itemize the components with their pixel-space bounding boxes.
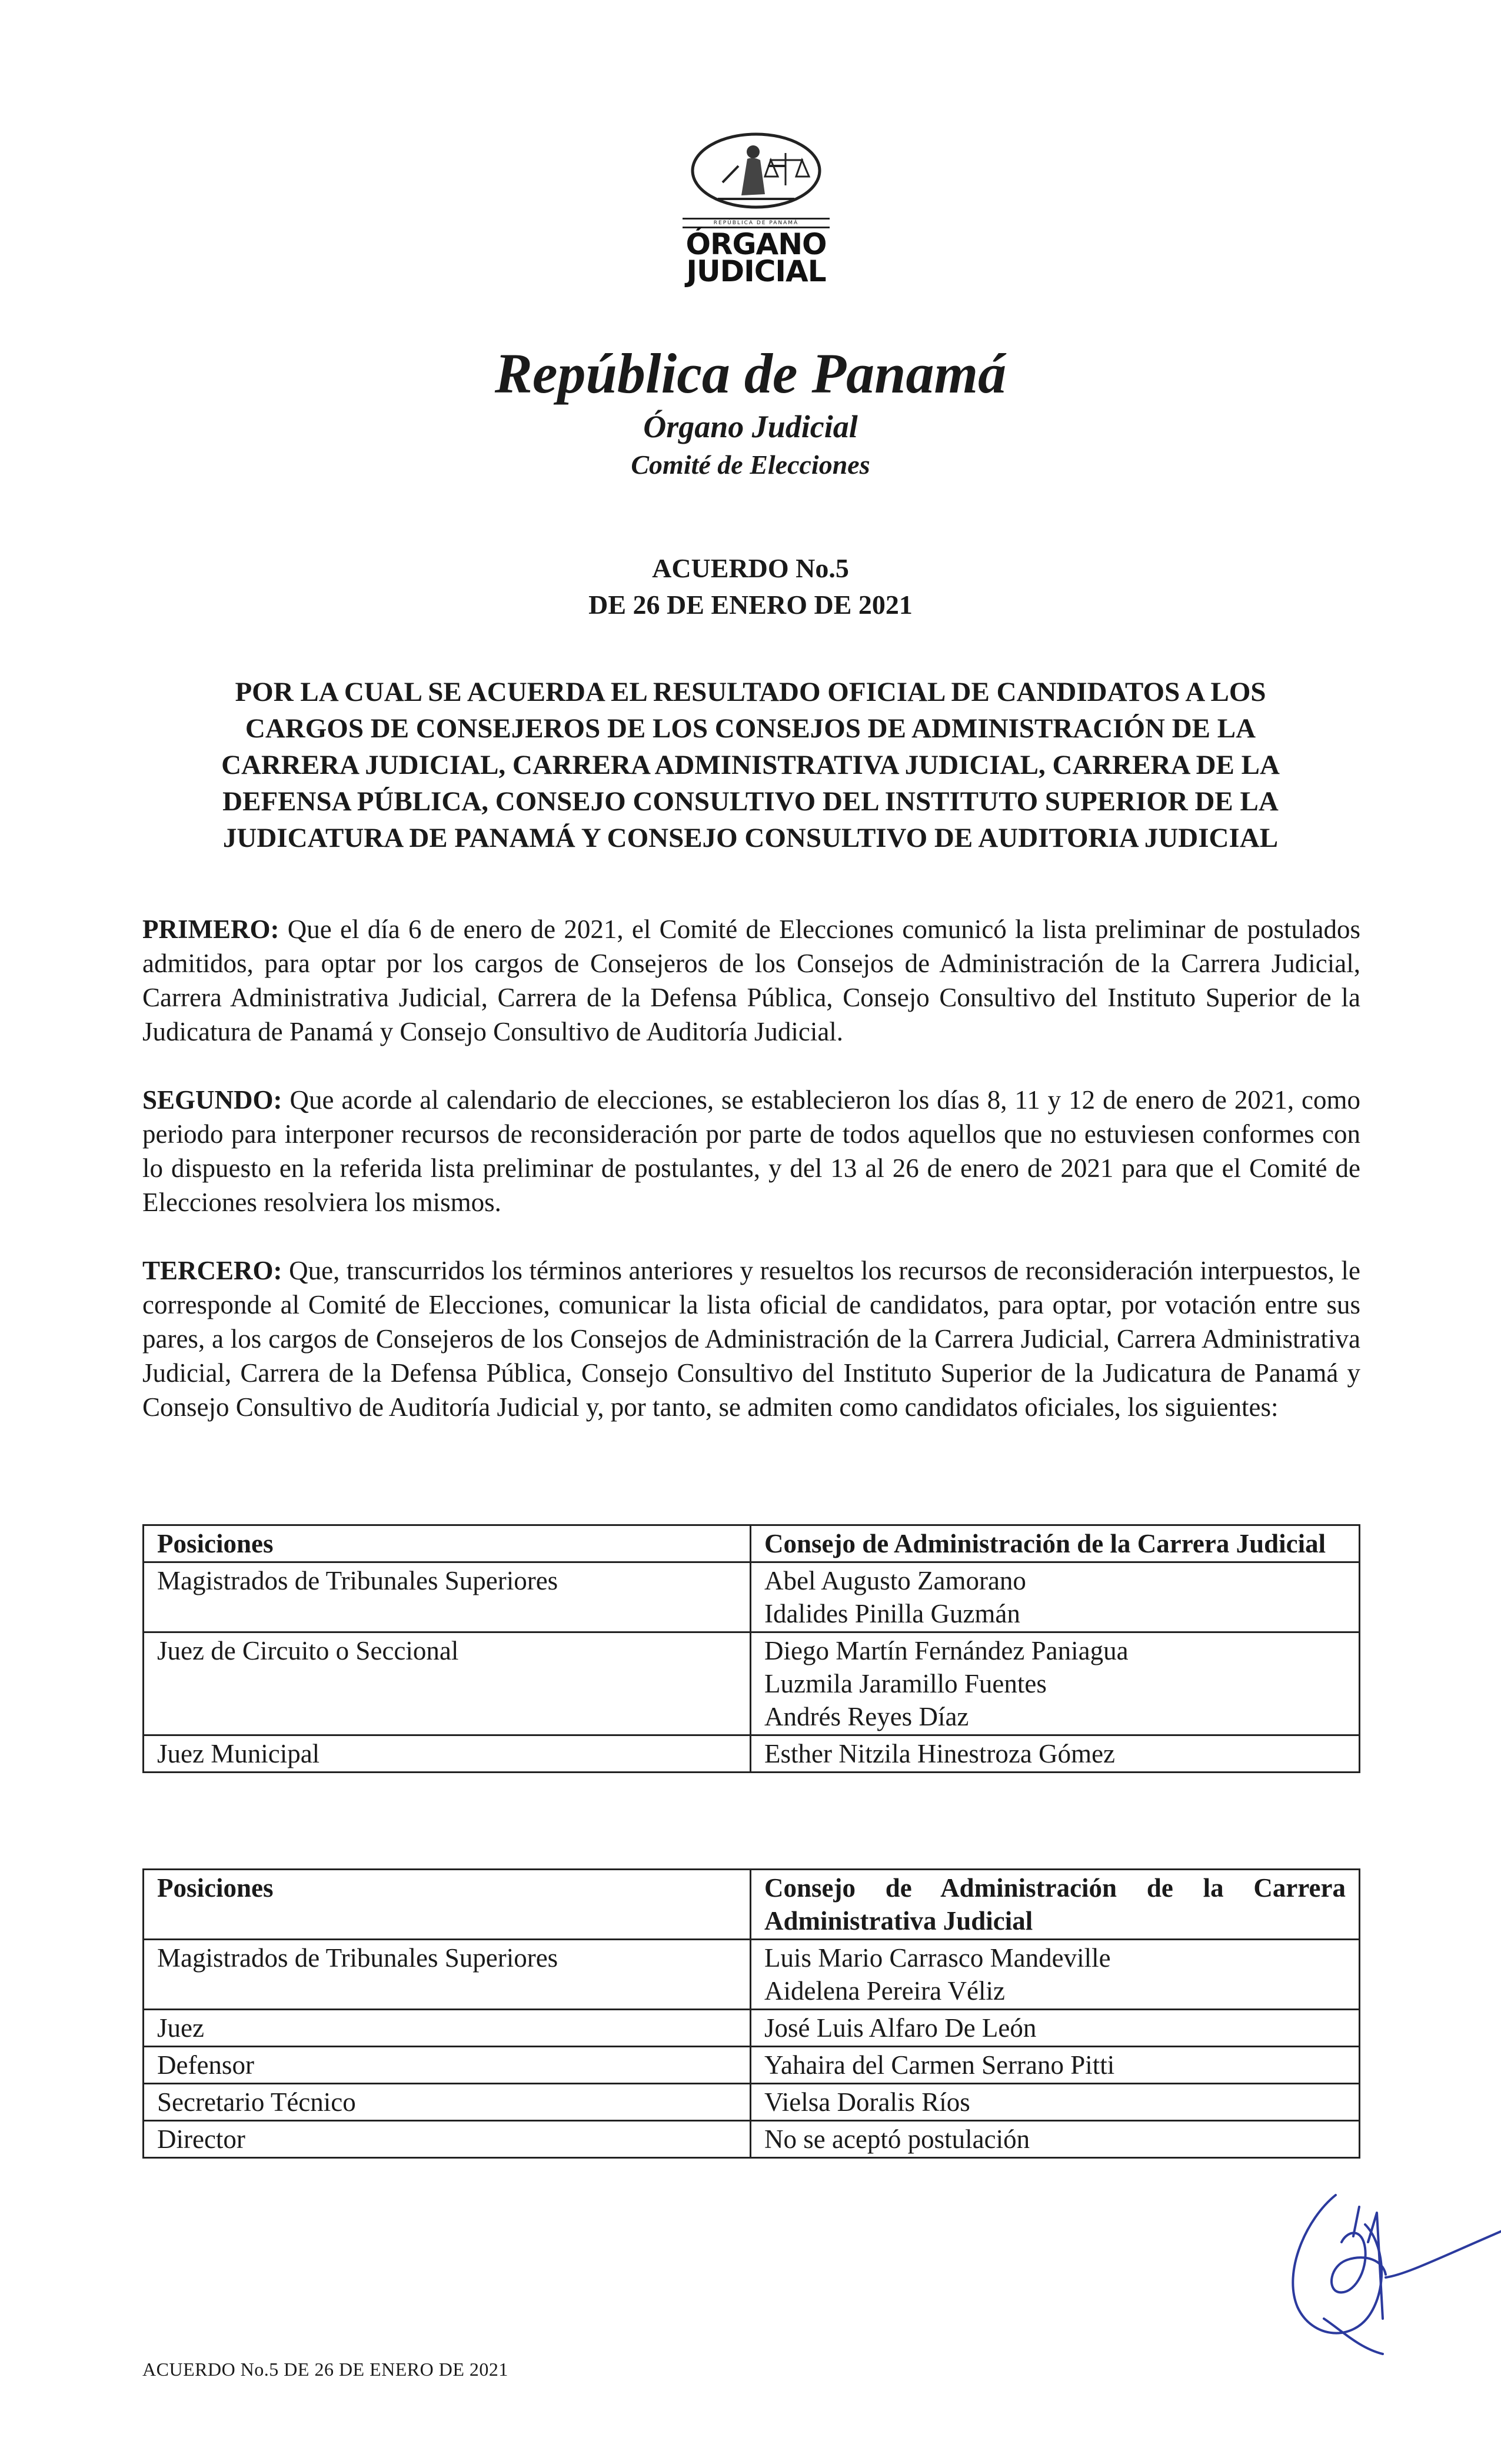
candidate-name: Andrés Reyes Díaz (764, 1702, 969, 1731)
candidates-cell (751, 1562, 1360, 1632)
candidate-name: Yahaira del Carmen Serrano Pitti (764, 2050, 1115, 2080)
agreement-heading (0, 550, 1501, 623)
table-row (144, 2084, 1360, 2121)
page-footer: ACUERDO No.5 DE 26 DE ENERO DE 2021 (142, 2359, 508, 2380)
table-row (144, 1735, 1360, 1773)
position-cell: Magistrados de Tribunales Superiores (144, 1940, 751, 2010)
table-row (144, 2010, 1360, 2047)
position-cell: Defensor (144, 2047, 751, 2084)
paragraph-text: Que acorde al calendario de elecciones, se establecieron los días 8, 11 y 12 de enero de 2021, como periodo para interponer recursos de reconsideración por parte de todos aquellos que no estuviesen conformes con lo dispuesto en la referida lista preliminar de postulantes, y del 13 al 26 de enero de 2021 para que el Comité de Elecciones resolviera los mismos. (142, 1085, 1360, 1217)
agreement-number: ACUERDO No.5 (652, 553, 849, 583)
column-header-positions: Posiciones (144, 1870, 751, 1940)
candidate-name: Idalides Pinilla Guzmán (764, 1599, 1020, 1628)
committee-name: Comité de Elecciones (631, 450, 870, 480)
candidate-name: Luzmila Jaramillo Fuentes (764, 1669, 1047, 1698)
candidate-name: Aidelena Pereira Véliz (764, 1976, 1005, 2006)
candidate-name: José Luis Alfaro De León (764, 2013, 1037, 2043)
candidates-table-carrera-administrativa (142, 1868, 1360, 2159)
candidates-cell (751, 2084, 1360, 2121)
column-header-positions: Posiciones (144, 1525, 751, 1562)
column-header-council: Consejo de Administración de la Carrera Judicial (751, 1525, 1360, 1562)
candidate-name: No se aceptó postulación (764, 2124, 1030, 2154)
table-row (144, 2121, 1360, 2158)
scales-of-justice-icon (683, 129, 830, 218)
paragraph-segundo (142, 1083, 1360, 1219)
position-cell: Juez Municipal (144, 1735, 751, 1773)
document-title: POR LA CUAL SE ACUERDA EL RESULTADO OFICIAL DE CANDIDATOS A LOS CARGOS DE CONSEJEROS DE LOS CONSEJOS DE ADMINISTRACIÓN DE LA CARRERA JUDICIAL, CARRERA ADMINISTRATIVA JUDICIAL, CARRERA DE LA DEFENSA PÚBLICA, CONSEJO CONSULTIVO DEL INSTITUTO SUPERIOR DE LA JUDICATURA DE PANAMÁ Y CONSEJO CONSULTIVO DE AUDITORIA JUDICIAL (221, 677, 1280, 853)
candidates-cell (751, 2121, 1360, 2158)
candidate-name: Abel Augusto Zamorano (764, 1566, 1026, 1595)
paragraph-lead: PRIMERO: (142, 915, 279, 944)
paragraph-primero (142, 912, 1360, 1049)
country-name: República de Panamá (494, 342, 1007, 405)
candidate-name: Vielsa Doralis Ríos (764, 2087, 970, 2117)
candidate-name: Luis Mario Carrasco Mandeville (764, 1943, 1111, 1973)
position-cell: Secretario Técnico (144, 2084, 751, 2121)
table-row (144, 2047, 1360, 2084)
organ-logo (677, 129, 836, 288)
paragraph-text: Que el día 6 de enero de 2021, el Comité de Elecciones comunicó la lista preliminar de postulados admitidos, para optar por los cargos de Consejeros de los Consejos de Administración de la Carrera Judicial, Carrera Administrativa Judicial, Carrera de la Defensa Pública, Consejo Consultivo del Instituto Superior de la Judicatura de Panamá y Consejo Consultivo de Auditoría Judicial. (142, 915, 1360, 1046)
agreement-date: DE 26 DE ENERO DE 2021 (588, 590, 913, 620)
column-header-council: Consejo de Administración de la Carrera Administrativa Judicial (751, 1870, 1360, 1940)
candidates-table-carrera-judicial (142, 1524, 1360, 1773)
candidates-cell (751, 1735, 1360, 1773)
candidate-name: Diego Martín Fernández Paniagua (764, 1636, 1129, 1665)
candidates-cell (751, 1632, 1360, 1735)
table-header-row (144, 1870, 1360, 1940)
table-row (144, 1940, 1360, 2010)
logo-line1: ÓRGANO (685, 227, 827, 261)
candidates-cell (751, 2047, 1360, 2084)
logo-line2: JUDICIAL (686, 254, 826, 288)
candidates-cell (751, 2010, 1360, 2047)
paragraph-text: Que, transcurridos los términos anteriores y resueltos los recursos de reconsideración interpuestos, le corresponde al Comité de Elecciones, comunicar la lista oficial de candidatos, para optar, por votación entre sus pares, a los cargos de Consejeros de los Consejos de Administración de la Carrera Judicial, Carrera Administrativa Judicial, Carrera de la Defensa Pública, Consejo Consultivo del Instituto Superior de la Judicatura de Panamá y Consejo Consultivo de Auditoría Judicial y, por tanto, se admiten como candidatos oficiales, los siguientes: (142, 1256, 1360, 1422)
position-cell: Magistrados de Tribunales Superiores (144, 1562, 751, 1632)
paragraph-lead: SEGUNDO: (142, 1085, 282, 1115)
candidates-cell (751, 1940, 1360, 2010)
table-row (144, 1632, 1360, 1735)
position-cell: Director (144, 2121, 751, 2158)
table-row (144, 1562, 1360, 1632)
paragraph-tercero (142, 1253, 1360, 1424)
candidate-name: Esther Nitzila Hinestroza Gómez (764, 1739, 1116, 1768)
document-header (0, 341, 1501, 483)
handwritten-signature (1265, 2172, 1501, 2366)
table-header-row (144, 1525, 1360, 1562)
position-cell: Juez de Circuito o Seccional (144, 1632, 751, 1735)
logo-small-text: REPÚBLICA DE PANAMÁ (683, 218, 830, 228)
paragraph-lead: TERCERO: (142, 1256, 282, 1285)
position-cell: Juez (144, 2010, 751, 2047)
organ-name: Órgano Judicial (643, 409, 858, 444)
